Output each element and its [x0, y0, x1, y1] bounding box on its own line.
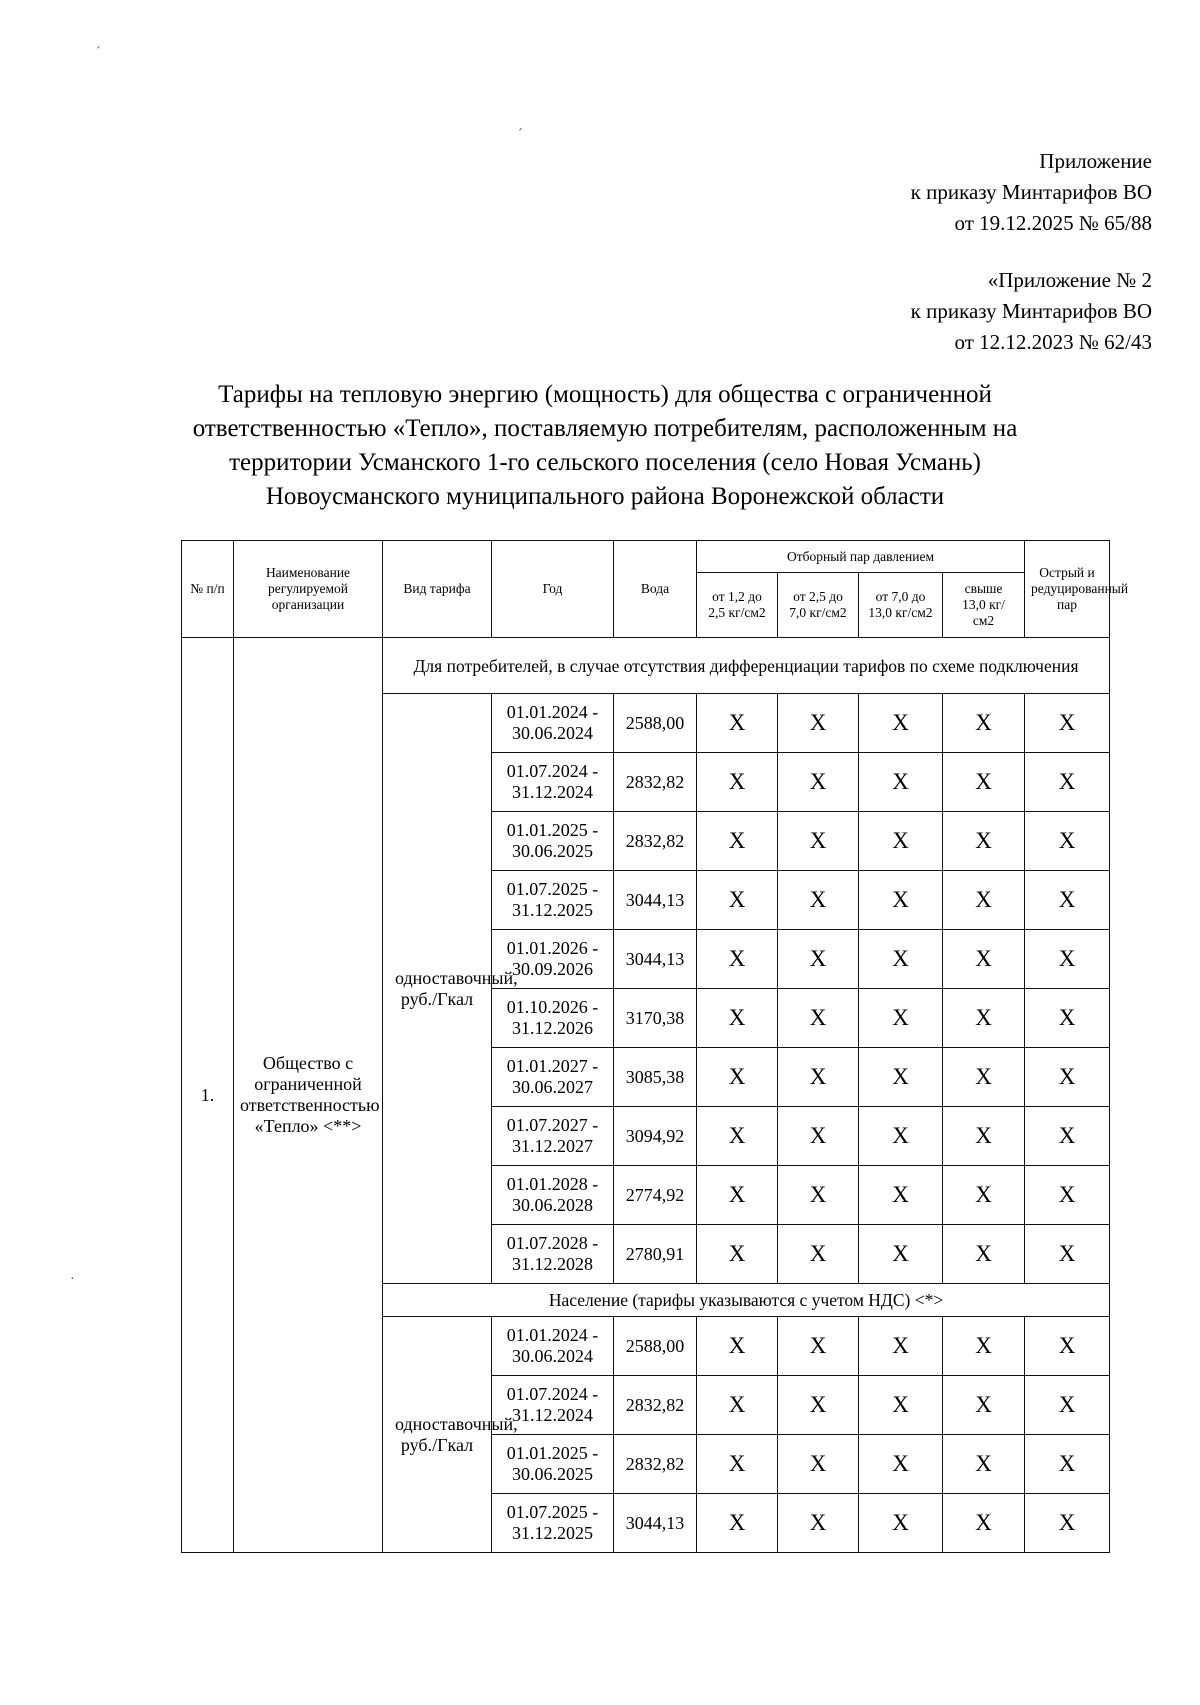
header-steam-3: от 7,0 до 13,0 кг/см2 — [859, 573, 943, 638]
period-end: 31.12.2028 — [512, 1254, 593, 1274]
section-title: Население (тарифы указываются с учетом НДС) <*> — [383, 1284, 1110, 1317]
period-start: 01.01.2028 - — [506, 1174, 599, 1194]
period-cell — [492, 694, 614, 753]
header-steam-group: Отборный пар давлением — [697, 541, 1025, 573]
not-applicable-mark: Х — [1025, 1166, 1110, 1225]
period-cell — [492, 1166, 614, 1225]
period-end: 31.12.2025 — [512, 1523, 593, 1543]
not-applicable-mark: Х — [778, 930, 859, 989]
period-end: 30.06.2024 — [512, 723, 593, 743]
period-end: 31.12.2026 — [512, 1018, 593, 1038]
document-title — [160, 378, 1050, 514]
not-applicable-mark: Х — [778, 1225, 859, 1284]
appendix-current-block — [911, 146, 1152, 239]
water-tariff-cell: 2832,82 — [614, 1435, 697, 1494]
not-applicable-mark: Х — [943, 1435, 1025, 1494]
not-applicable-mark: Х — [943, 989, 1025, 1048]
not-applicable-mark: Х — [943, 1376, 1025, 1435]
header-water: Вода — [614, 541, 697, 638]
water-tariff-cell: 2588,00 — [614, 694, 697, 753]
not-applicable-mark: Х — [943, 871, 1025, 930]
period-cell — [492, 871, 614, 930]
not-applicable-mark: Х — [697, 1107, 778, 1166]
period-start: 01.07.2027 - — [506, 1115, 599, 1135]
not-applicable-mark: Х — [859, 1494, 943, 1553]
water-tariff-cell: 3044,13 — [614, 930, 697, 989]
not-applicable-mark: Х — [778, 1435, 859, 1494]
not-applicable-mark: Х — [859, 871, 943, 930]
water-tariff-cell: 2832,82 — [614, 753, 697, 812]
tariff-table — [181, 540, 1129, 1553]
not-applicable-mark: Х — [859, 930, 943, 989]
not-applicable-mark: Х — [1025, 989, 1110, 1048]
period-cell — [492, 989, 614, 1048]
not-applicable-mark: Х — [1025, 1376, 1110, 1435]
not-applicable-mark: Х — [859, 1376, 943, 1435]
row-number: 1. — [182, 638, 234, 1553]
water-tariff-cell: 3085,38 — [614, 1048, 697, 1107]
not-applicable-mark: Х — [1025, 1225, 1110, 1284]
not-applicable-mark: Х — [943, 1317, 1025, 1376]
scan-speck: · — [70, 1272, 75, 1287]
not-applicable-mark: Х — [1025, 1048, 1110, 1107]
period-cell — [492, 1048, 614, 1107]
not-applicable-mark: Х — [943, 1225, 1025, 1284]
title-line: Новоусманского муниципального района Воронежской области — [265, 483, 945, 510]
period-end: 30.06.2027 — [512, 1077, 593, 1097]
not-applicable-mark: Х — [943, 930, 1025, 989]
not-applicable-mark: Х — [697, 1376, 778, 1435]
period-end: 31.12.2027 — [512, 1136, 593, 1156]
not-applicable-mark: Х — [778, 1376, 859, 1435]
appendix-original-block — [911, 265, 1152, 358]
not-applicable-mark: Х — [697, 1317, 778, 1376]
not-applicable-mark: Х — [697, 871, 778, 930]
not-applicable-mark: Х — [943, 1048, 1025, 1107]
not-applicable-mark: Х — [697, 694, 778, 753]
not-applicable-mark: Х — [859, 1435, 943, 1494]
appendix-line: Приложение — [1039, 149, 1152, 173]
header-tariff-type: Вид тарифа — [383, 541, 492, 638]
period-end: 31.12.2025 — [512, 900, 593, 920]
water-tariff-cell: 3044,13 — [614, 871, 697, 930]
period-start: 01.07.2024 - — [506, 761, 599, 781]
not-applicable-mark: Х — [1025, 1317, 1110, 1376]
period-cell — [492, 753, 614, 812]
not-applicable-mark: Х — [859, 1166, 943, 1225]
not-applicable-mark: Х — [859, 1107, 943, 1166]
not-applicable-mark: Х — [778, 989, 859, 1048]
water-tariff-cell: 2774,92 — [614, 1166, 697, 1225]
not-applicable-mark: Х — [778, 1166, 859, 1225]
scan-speck: ˊ — [518, 127, 523, 142]
not-applicable-mark: Х — [859, 812, 943, 871]
not-applicable-mark: Х — [1025, 871, 1110, 930]
not-applicable-mark: Х — [778, 812, 859, 871]
period-start: 01.07.2024 - — [506, 1384, 599, 1404]
not-applicable-mark: Х — [1025, 1107, 1110, 1166]
water-tariff-cell: 3044,13 — [614, 1494, 697, 1553]
not-applicable-mark: Х — [778, 1494, 859, 1553]
period-cell — [492, 1317, 614, 1376]
not-applicable-mark: Х — [943, 694, 1025, 753]
header-year: Год — [492, 541, 614, 638]
period-start: 01.07.2025 - — [506, 879, 599, 899]
period-end: 30.06.2025 — [512, 1464, 593, 1484]
not-applicable-mark: Х — [943, 1166, 1025, 1225]
not-applicable-mark: Х — [697, 753, 778, 812]
period-cell — [492, 1225, 614, 1284]
title-line: ответственностью «Тепло», поставляемую потребителям, расположенным на — [192, 415, 1018, 442]
not-applicable-mark: Х — [1025, 812, 1110, 871]
not-applicable-mark: Х — [697, 1435, 778, 1494]
not-applicable-mark: Х — [697, 812, 778, 871]
not-applicable-mark: Х — [943, 1107, 1025, 1166]
not-applicable-mark: Х — [1025, 1494, 1110, 1553]
header-steam-4: свыше 13,0 кг/см2 — [943, 573, 1025, 638]
period-start: 01.01.2025 - — [506, 1443, 599, 1463]
period-cell — [492, 1107, 614, 1166]
not-applicable-mark: Х — [1025, 694, 1110, 753]
title-line: территории Усманского 1-го сельского поселения (село Новая Усмань) — [229, 449, 981, 476]
header-sharp-steam: Острый и редуцированный пар — [1025, 541, 1110, 638]
appendix-line: от 12.12.2023 № 62/43 — [954, 330, 1152, 354]
water-tariff-cell: 3094,92 — [614, 1107, 697, 1166]
appendix-line: «Приложение № 2 — [987, 268, 1152, 292]
not-applicable-mark: Х — [697, 1048, 778, 1107]
not-applicable-mark: Х — [943, 1494, 1025, 1553]
not-applicable-mark: Х — [859, 694, 943, 753]
header-steam-2: от 2,5 до 7,0 кг/см2 — [778, 573, 859, 638]
water-tariff-cell: 2832,82 — [614, 812, 697, 871]
appendix-line: от 19.12.2025 № 65/88 — [954, 211, 1152, 235]
not-applicable-mark: Х — [778, 1048, 859, 1107]
period-end: 31.12.2024 — [512, 1405, 593, 1425]
scan-speck: ˊ — [96, 45, 101, 60]
not-applicable-mark: Х — [778, 871, 859, 930]
not-applicable-mark: Х — [697, 1225, 778, 1284]
tariff-type: одноставочный, руб./Гкал — [383, 1317, 492, 1553]
period-start: 01.10.2026 - — [506, 997, 599, 1017]
not-applicable-mark: Х — [859, 989, 943, 1048]
header-num: № п/п — [182, 541, 234, 638]
title-line: Тарифы на тепловую энергию (мощность) для общества с ограниченной — [218, 381, 992, 408]
period-end: 31.12.2024 — [512, 782, 593, 802]
not-applicable-mark: Х — [859, 753, 943, 812]
period-end: 30.09.2026 — [512, 959, 593, 979]
water-tariff-cell: 2588,00 — [614, 1317, 697, 1376]
not-applicable-mark: Х — [1025, 753, 1110, 812]
not-applicable-mark: Х — [1025, 1435, 1110, 1494]
not-applicable-mark: Х — [778, 694, 859, 753]
period-start: 01.01.2025 - — [506, 820, 599, 840]
period-start: 01.07.2028 - — [506, 1233, 599, 1253]
not-applicable-mark: Х — [697, 930, 778, 989]
period-end: 30.06.2028 — [512, 1195, 593, 1215]
appendix-line: к приказу Минтарифов ВО — [910, 180, 1152, 204]
section-title: Для потребителей, в случае отсутствия дифференциации тарифов по схеме подключения — [383, 638, 1110, 694]
org-name: Общество с ограниченной ответственностью «Тепло» <**> — [234, 638, 383, 1553]
period-start: 01.01.2027 - — [506, 1056, 599, 1076]
not-applicable-mark: Х — [697, 1494, 778, 1553]
water-tariff-cell: 2780,91 — [614, 1225, 697, 1284]
period-cell — [492, 1494, 614, 1553]
period-end: 30.06.2024 — [512, 1346, 593, 1366]
period-start: 01.01.2024 - — [506, 1325, 599, 1345]
water-tariff-cell: 3170,38 — [614, 989, 697, 1048]
not-applicable-mark: Х — [859, 1317, 943, 1376]
period-start: 01.01.2024 - — [506, 702, 599, 722]
not-applicable-mark: Х — [778, 1317, 859, 1376]
not-applicable-mark: Х — [1025, 930, 1110, 989]
period-cell — [492, 812, 614, 871]
not-applicable-mark: Х — [859, 1225, 943, 1284]
period-start: 01.07.2025 - — [506, 1502, 599, 1522]
not-applicable-mark: Х — [697, 1166, 778, 1225]
not-applicable-mark: Х — [697, 989, 778, 1048]
not-applicable-mark: Х — [859, 1048, 943, 1107]
period-cell — [492, 1435, 614, 1494]
period-start: 01.01.2026 - — [506, 938, 599, 958]
not-applicable-mark: Х — [943, 753, 1025, 812]
not-applicable-mark: Х — [778, 1107, 859, 1166]
water-tariff-cell: 2832,82 — [614, 1376, 697, 1435]
header-steam-1: от 1,2 до 2,5 кг/см2 — [697, 573, 778, 638]
not-applicable-mark: Х — [778, 753, 859, 812]
header-org: Наименование регулируемой организации — [234, 541, 383, 638]
table-header-row — [182, 541, 1110, 573]
tariff-type: одноставочный, руб./Гкал — [383, 694, 492, 1284]
not-applicable-mark: Х — [943, 812, 1025, 871]
appendix-line: к приказу Минтарифов ВО — [910, 299, 1152, 323]
section-row — [182, 638, 1110, 694]
period-end: 30.06.2025 — [512, 841, 593, 861]
